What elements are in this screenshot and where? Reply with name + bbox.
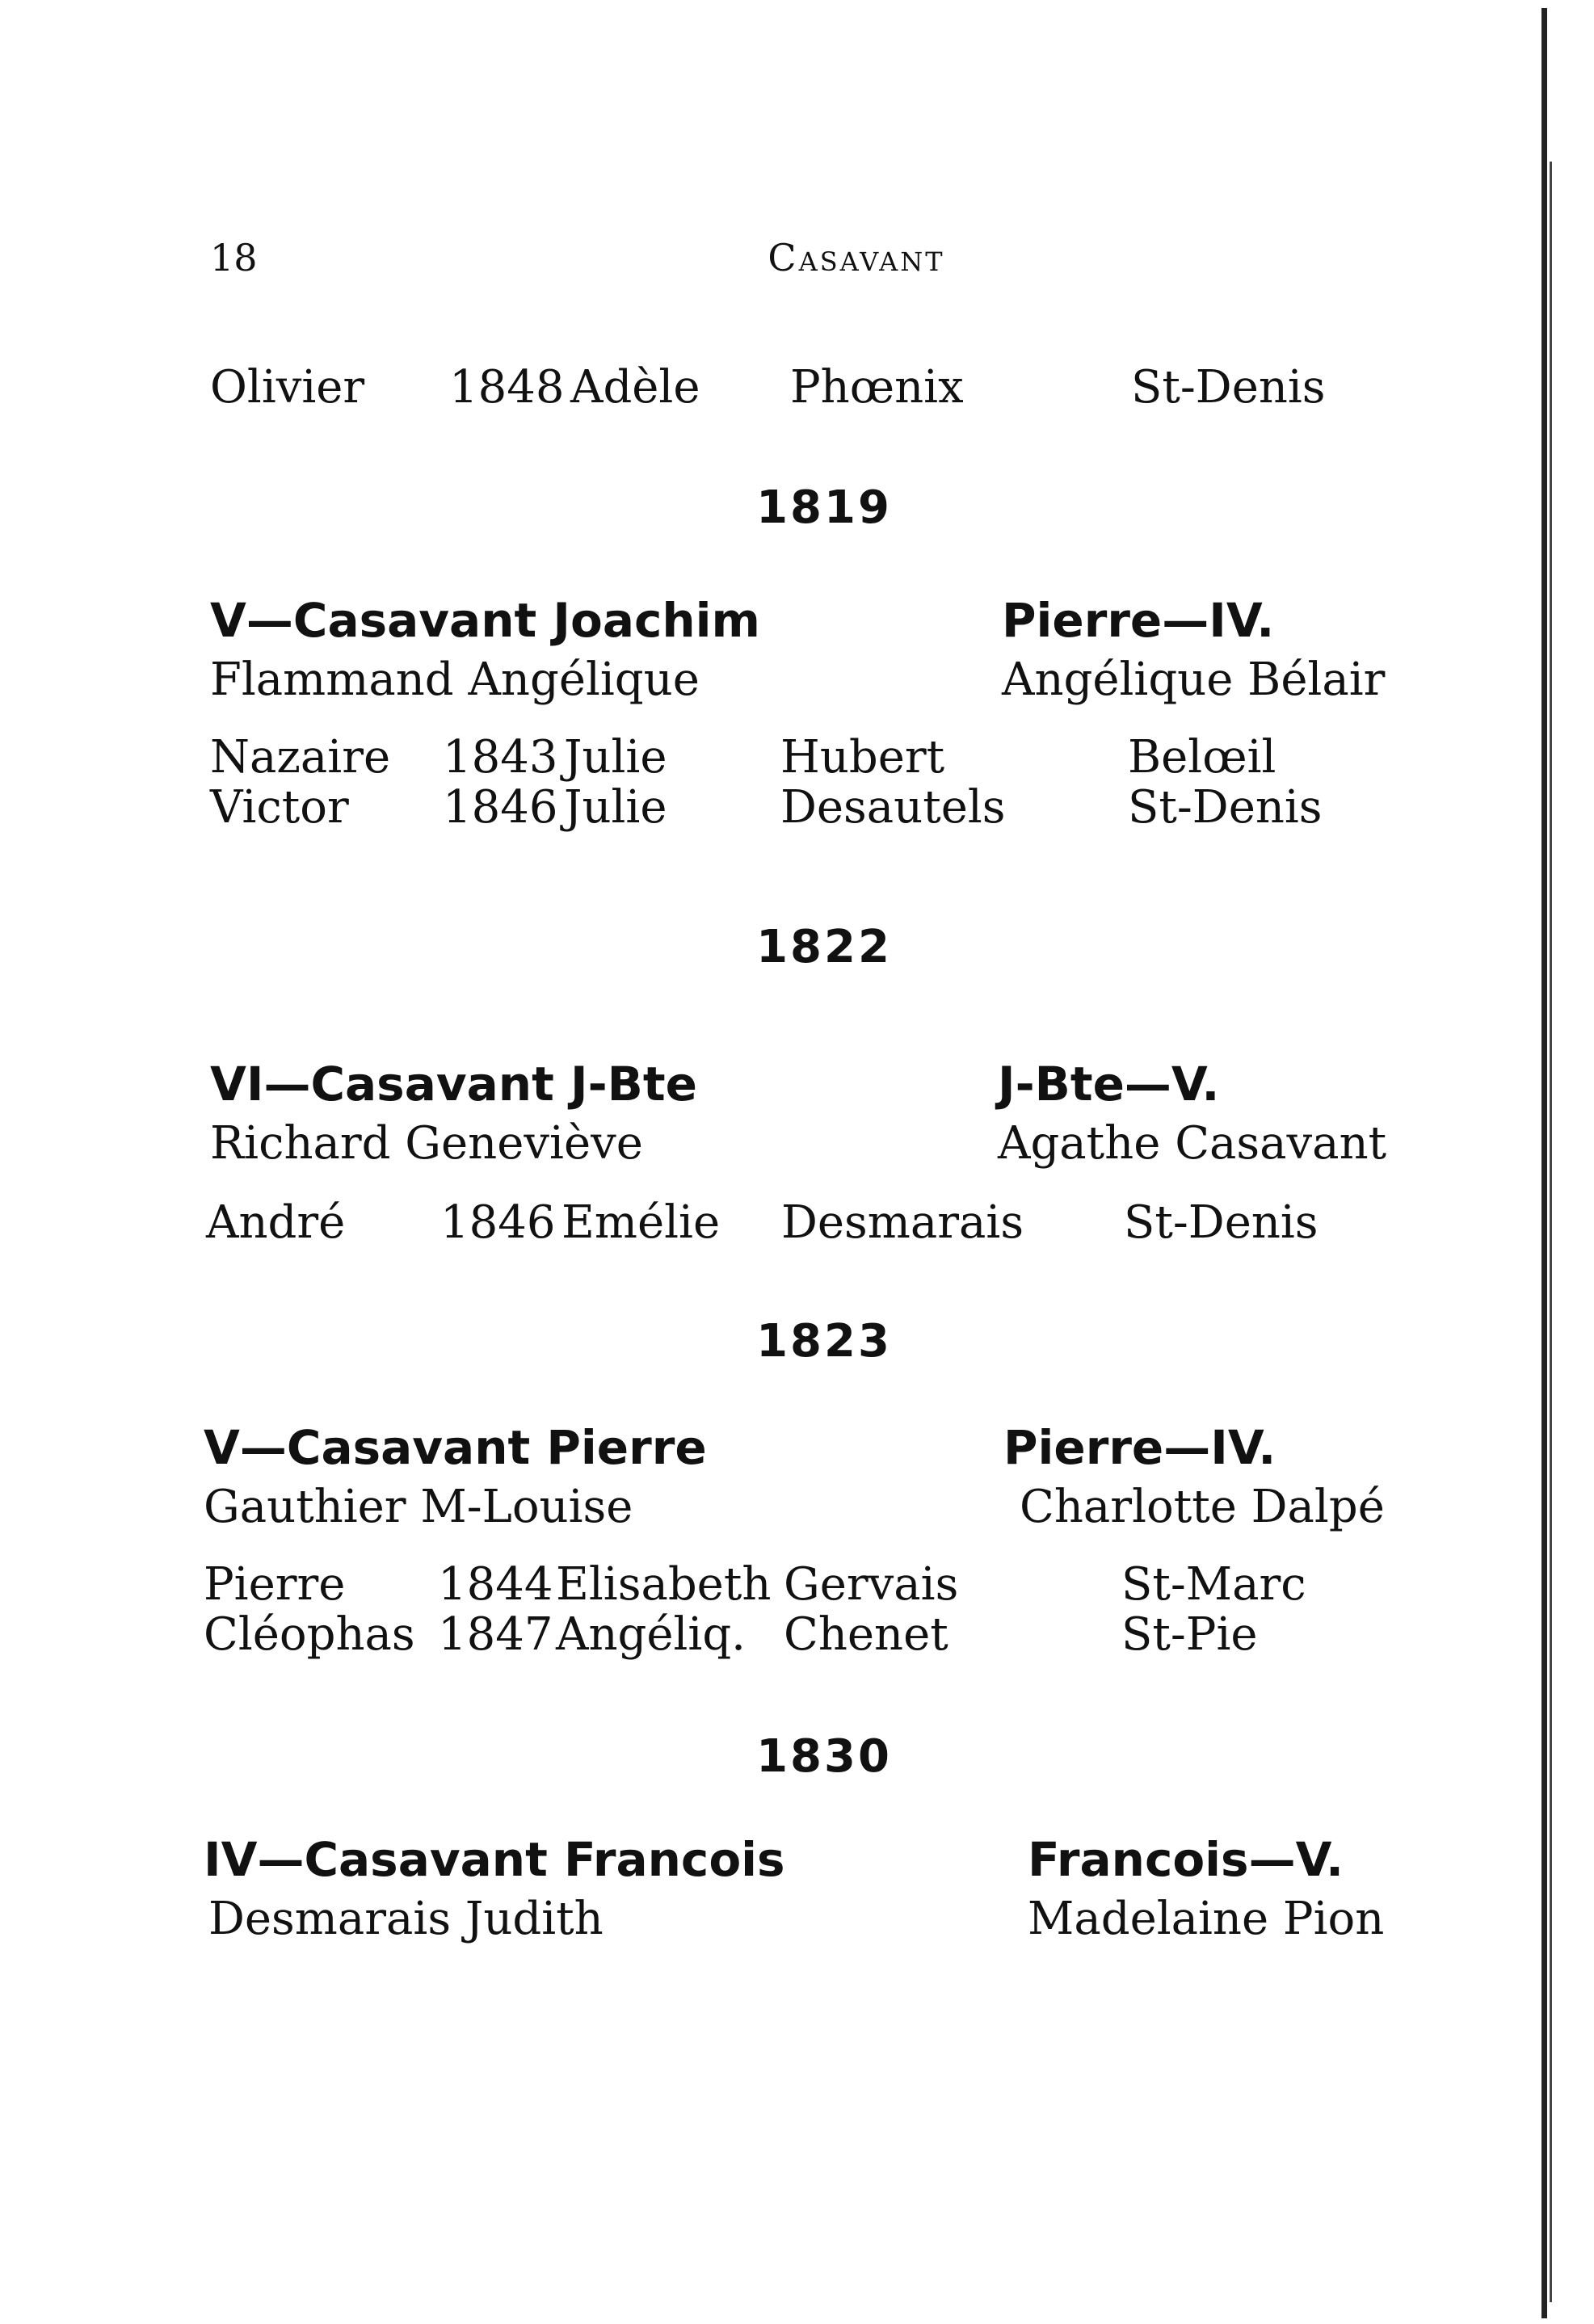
sub-left: Gauthier M-Louise xyxy=(204,1481,633,1533)
spouse-surname: Phœnix xyxy=(790,361,964,414)
spouse-surname: Hubert xyxy=(780,731,945,784)
marriage-year: 1846 xyxy=(443,781,558,834)
section-heading xyxy=(210,1058,1422,1110)
parish: St-Pie xyxy=(1121,1608,1258,1661)
parish: St-Denis xyxy=(1131,361,1326,414)
entry-row xyxy=(210,732,1422,784)
spouse-surname: Chenet xyxy=(784,1608,948,1661)
section-heading xyxy=(210,595,1422,646)
heading-left: VI—Casavant J-Bte xyxy=(210,1057,697,1112)
page-header xyxy=(210,236,1422,284)
section-year: 1822 xyxy=(756,921,892,973)
sub-right: Charlotte Dalpé xyxy=(1020,1481,1385,1533)
heading-left: V—Casavant Joachim xyxy=(210,593,760,648)
section-year: 1819 xyxy=(756,481,892,534)
child-name: André xyxy=(206,1196,346,1249)
parish: Belœil xyxy=(1128,731,1276,784)
heading-left: IV—Casavant Francois xyxy=(204,1832,785,1887)
page-edge-shadow-inner xyxy=(1550,162,1552,2302)
marriage-year: 1848 xyxy=(449,361,565,414)
heading-right: J-Bte—V. xyxy=(998,1057,1220,1112)
spouse-first-name: Julie xyxy=(564,731,667,784)
heading-left: V—Casavant Pierre xyxy=(204,1420,707,1475)
section-heading xyxy=(204,1834,1415,1885)
heading-right: Francois—V. xyxy=(1028,1832,1344,1887)
heading-right: Pierre—IV. xyxy=(1002,593,1275,648)
entry-row xyxy=(210,782,1422,834)
child-name: Olivier xyxy=(210,361,365,414)
running-title: Casavant xyxy=(768,236,945,279)
entry-row xyxy=(204,1609,1415,1661)
parish: St-Marc xyxy=(1121,1558,1306,1611)
entry-row xyxy=(210,362,1422,414)
entry-row xyxy=(206,1197,1418,1249)
sub-right: Madelaine Pion xyxy=(1028,1893,1385,1945)
heading-right: Pierre—IV. xyxy=(1003,1420,1276,1475)
parish: St-Denis xyxy=(1124,1196,1319,1249)
child-name: Cléophas xyxy=(204,1608,415,1661)
page-edge-shadow xyxy=(1541,8,1547,2318)
marriage-year: 1844 xyxy=(438,1558,553,1611)
child-name: Nazaire xyxy=(210,731,391,784)
child-name: Pierre xyxy=(204,1558,346,1611)
spouse-first-name: Elisabeth xyxy=(556,1558,772,1611)
entry-row xyxy=(204,1559,1415,1611)
spouse-surname: Desautels xyxy=(780,781,1006,834)
spouse-first-name: Julie xyxy=(564,781,667,834)
spouse-surname: Gervais xyxy=(784,1558,959,1611)
marriage-year: 1847 xyxy=(438,1608,553,1661)
section-subheading xyxy=(210,1118,1422,1170)
sub-left: Richard Geneviève xyxy=(210,1117,643,1170)
spouse-first-name: Emélie xyxy=(561,1196,721,1249)
marriage-year: 1846 xyxy=(440,1196,556,1249)
section-year: 1830 xyxy=(756,1730,892,1783)
parish: St-Denis xyxy=(1128,781,1323,834)
section-subheading xyxy=(210,654,1422,706)
section-year: 1823 xyxy=(756,1315,892,1368)
child-name: Victor xyxy=(210,781,349,834)
section-heading xyxy=(204,1422,1415,1473)
page-number: 18 xyxy=(210,236,258,279)
sub-left: Desmarais Judith xyxy=(208,1893,604,1945)
sub-right: Angélique Bélair xyxy=(1002,653,1386,706)
spouse-surname: Desmarais xyxy=(781,1196,1024,1249)
sub-left: Flammand Angélique xyxy=(210,653,700,706)
spouse-first-name: Angéliq. xyxy=(556,1608,746,1661)
marriage-year: 1843 xyxy=(443,731,558,784)
section-subheading xyxy=(208,1893,1420,1945)
section-subheading xyxy=(204,1481,1415,1533)
sub-right: Agathe Casavant xyxy=(998,1117,1387,1170)
spouse-first-name: Adèle xyxy=(570,361,700,414)
